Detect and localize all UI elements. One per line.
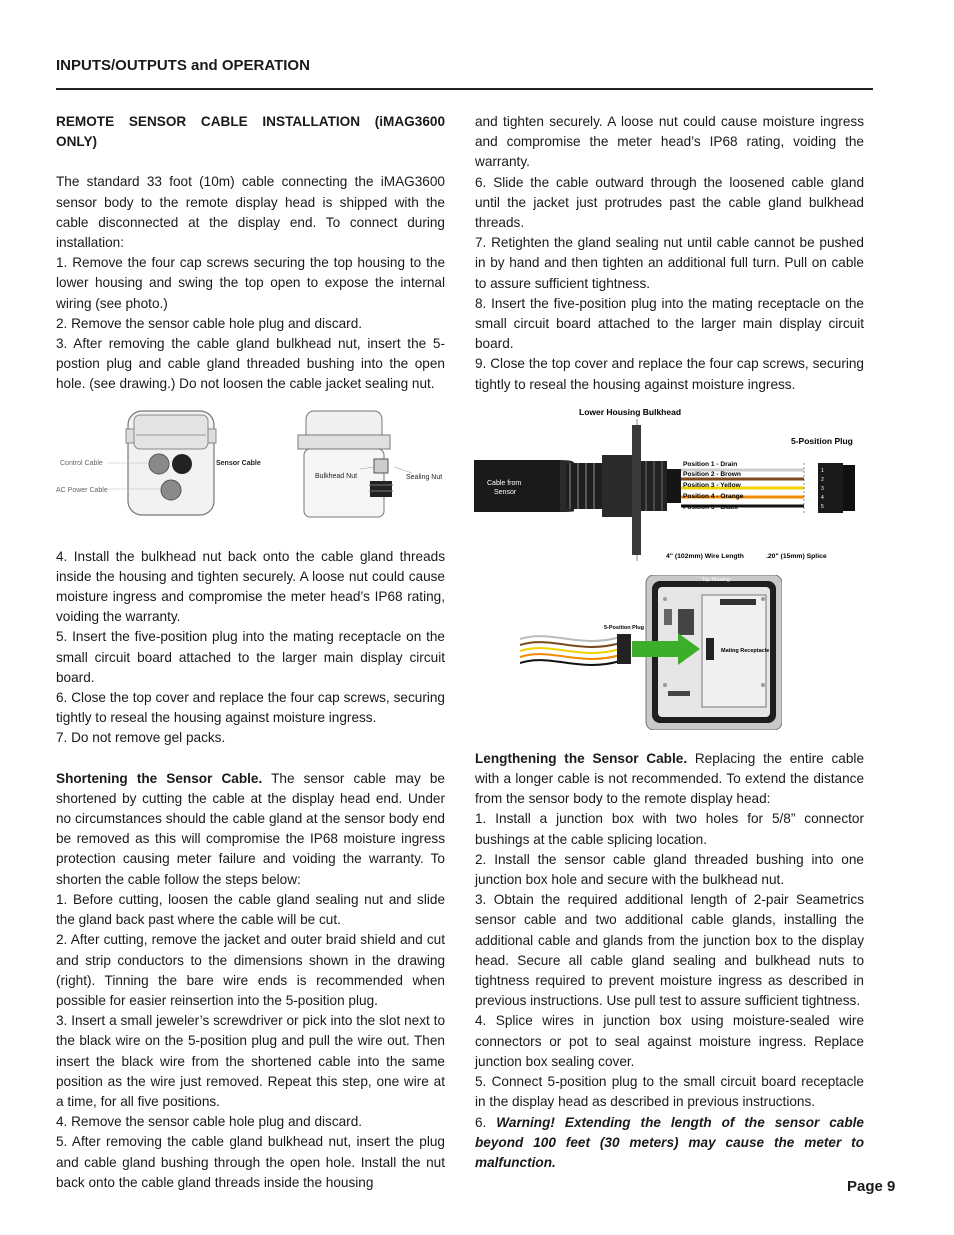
- step: 5. After removing the cable gland bulkhead nut, insert the plug and cable gland bushing through the open hole. Install the nut back onto the cable gland threads inside the housing: [56, 1134, 445, 1190]
- subheading: Shortening the Sensor Cable.: [56, 770, 263, 786]
- ac-power-port: [161, 480, 181, 500]
- step: 3. After removing the cable gland bulkhead nut, insert the 5-postion plug and cable gland threaded bushing into the open hole. (see drawing.) Do not loosen the cable jacket sealing nut.: [56, 336, 445, 392]
- paragraph: Shortening the Sensor Cable. The sensor cable may be shortened by cutting the cable at the display head end. Under no circumstances should the cable gland at the sensor body end be removed as this will compromise the IP68 moisture ingress protection causing meter failure and voiding the warranty. To shorten the cable follow the steps below:: [56, 770, 445, 887]
- left-column: [56, 112, 445, 1193]
- step: 6. Slide the cable outward through the loosened cable gland until the jacket just protrudes past the cable gland bulkhead threads.: [475, 174, 864, 231]
- step: 6. Close the top cover and replace the four cap screws, securing tightly to reseal the housing against moisture ingress.: [56, 690, 445, 726]
- step: 4. Remove the sensor cable hole plug and discard.: [56, 1114, 363, 1130]
- header-rule: [56, 88, 873, 90]
- paragraph: The standard 33 foot (10m) cable connecting the iMAG3600 sensor body to the remote display head is shipped with the cable disconnected at the display end. To connect during installation:: [56, 174, 445, 251]
- step: 1. Before cutting, loosen the cable gland sealing nut and slide the gland back past where the cable will be cut.: [56, 891, 445, 928]
- paragraph: Lengthening the Sensor Cable. Replacing the entire cable with a longer cable is not recommended. To extend the distance from the sensor body to the remote display head:: [475, 750, 864, 807]
- housing-figure: [56, 405, 456, 525]
- five-position-plug: [617, 634, 631, 664]
- svg-text:3: 3: [821, 486, 824, 492]
- svg-text:4: 4: [821, 495, 824, 501]
- step: 2. Install the sensor cable gland threaded bushing into one junction box hole and secure with the bulkhead nut.: [475, 851, 864, 888]
- subheading: Lengthening the Sensor Cable.: [475, 750, 688, 766]
- step: 4. Install the bulkhead nut back onto the cable gland threads inside the housing and tighten securely. A loose nut could cause moisture ingress and compromise the meter head’s IP68 rating, voiding the warranty.: [56, 548, 445, 625]
- bulkhead-nut: [374, 459, 388, 473]
- housing-side-view: [298, 411, 393, 517]
- label-cable-from: Cable from: [487, 480, 522, 487]
- step: 7. Retighten the gland sealing nut until cable cannot be pushed in by hand and then tighten an additional full turn. Pull on cable to assure sufficient tightness.: [475, 235, 864, 291]
- step: 3. Insert a small jeweler’s screwdriver or pick into the slot next to the black wire on the 5-position plug and pull the wire out. Then insert the black wire from the shortened cable into the same position as the wire just removed. Repeat this step, one wire at a time, for all five positions.: [56, 1013, 445, 1109]
- step: 1. Remove the four cap screws securing the top housing to the lower housing and swing the top open to expose the internal wiring (see photo.): [56, 255, 445, 311]
- step: 4. Splice wires in junction box using moisture-sealed wire connectors or pot to seal against moisture ingress. Replace junction box sealing cover.: [475, 1013, 864, 1069]
- bulkhead-wall: [632, 425, 641, 555]
- step: 2. Remove the sensor cable hole plug and discard.: [56, 315, 363, 331]
- label-mating-receptacle: Mating Receptacle: [721, 648, 770, 654]
- label-sealing-nut: Sealing Nut: [406, 474, 443, 481]
- label-sensor-cable: Sensor Cable: [216, 460, 261, 467]
- cable-wiring-diagram: [474, 403, 874, 566]
- sealing-nut: [370, 481, 392, 497]
- label-position-3: Position 3 - Yellow: [683, 482, 741, 489]
- step: 5. Insert the five-position plug into the mating receptacle on the small circuit board attached to the larger main display circuit board.: [56, 629, 445, 685]
- svg-text:1: 1: [821, 468, 824, 474]
- step: 5. Connect 5-position plug to the small circuit board receptacle in the display head as described in previous instructions.: [475, 1074, 864, 1110]
- label-top-housing: Top Housing: [702, 577, 730, 583]
- label-splice-length: .20" (15mm) Splice: [766, 553, 827, 560]
- sensor-cable-port: [172, 454, 192, 474]
- label-control-cable: Control Cable: [60, 460, 103, 467]
- label-position-5: Position 5 - Black: [683, 504, 738, 511]
- step: 9. Close the top cover and replace the four cap screws, securing tightly to reseal the housing against moisture ingress.: [475, 356, 864, 392]
- page-number: Page 9: [847, 1178, 896, 1195]
- label-sensor: Sensor: [494, 489, 517, 496]
- mating-receptacle: [706, 638, 714, 660]
- five-position-plug: [818, 463, 855, 513]
- warning: 6. Warning! Extending the length of the sensor cable beyond 100 feet (30 meters) may cause the meter to malfunction.: [475, 1114, 864, 1170]
- control-cable-port: [149, 454, 169, 474]
- label-5-position-plug: 5-Position Plug: [604, 625, 645, 631]
- section-header: INPUTS/OUTPUTS and OPERATION: [56, 57, 310, 74]
- step: 1. Install a junction box with two holes for 5/8” connector bushings at the cable splicing location.: [475, 811, 864, 847]
- label-wire-length: 4" (102mm) Wire Length: [666, 553, 744, 560]
- label-position-1: Position 1 - Drain: [683, 461, 738, 468]
- cable-gland: [566, 425, 681, 555]
- label-position-2: Position 2 - Brown: [683, 471, 741, 478]
- label-5-position-plug: 5-Position Plug: [791, 436, 853, 446]
- label-bulkhead-nut: Bulkhead Nut: [315, 473, 358, 480]
- warning-text: Warning! Extending the length of the sensor cable beyond 100 feet (30 meters) may cause the meter to malfunction.: [475, 1114, 864, 1170]
- section-heading: REMOTE SENSOR CABLE INSTALLATION (iMAG3600 ONLY): [56, 114, 445, 150]
- top-housing-figure: [520, 575, 782, 730]
- label-lower-housing-bulkhead: Lower Housing Bulkhead: [579, 407, 682, 417]
- step: 8. Insert the five-position plug into the mating receptacle on the small circuit board attached to the larger main display circuit board.: [475, 295, 864, 352]
- svg-text:2: 2: [821, 477, 824, 483]
- label-position-4: Position 4 - Orange: [683, 493, 744, 500]
- step: 2. After cutting, remove the jacket and outer braid shield and cut and strip conductors to the dimensions shown in the drawing (right). Tinning the bare wire ends is recommended when possible for easier reinsertion into the 5-position plug.: [56, 932, 445, 1008]
- svg-text:5: 5: [821, 504, 824, 510]
- label-ac-power-cable: AC Power Cable: [56, 487, 108, 494]
- step: 3. Obtain the required additional length of 2-pair Seametrics sensor cable and two additional cable glands, installing the additional cable and glands from the junction box to the display head. Secure all cable gland sealing and bulkhead nuts to tightness required to prevent moisture ingress as described in previous instructions. Use pull test to assure sufficient tightness.: [475, 892, 864, 1009]
- paragraph: and tighten securely. A loose nut could cause moisture ingress and compromise the meter head’s IP68 rating, voiding the warranty.: [475, 114, 864, 170]
- step: 7. Do not remove gel packs.: [56, 730, 226, 746]
